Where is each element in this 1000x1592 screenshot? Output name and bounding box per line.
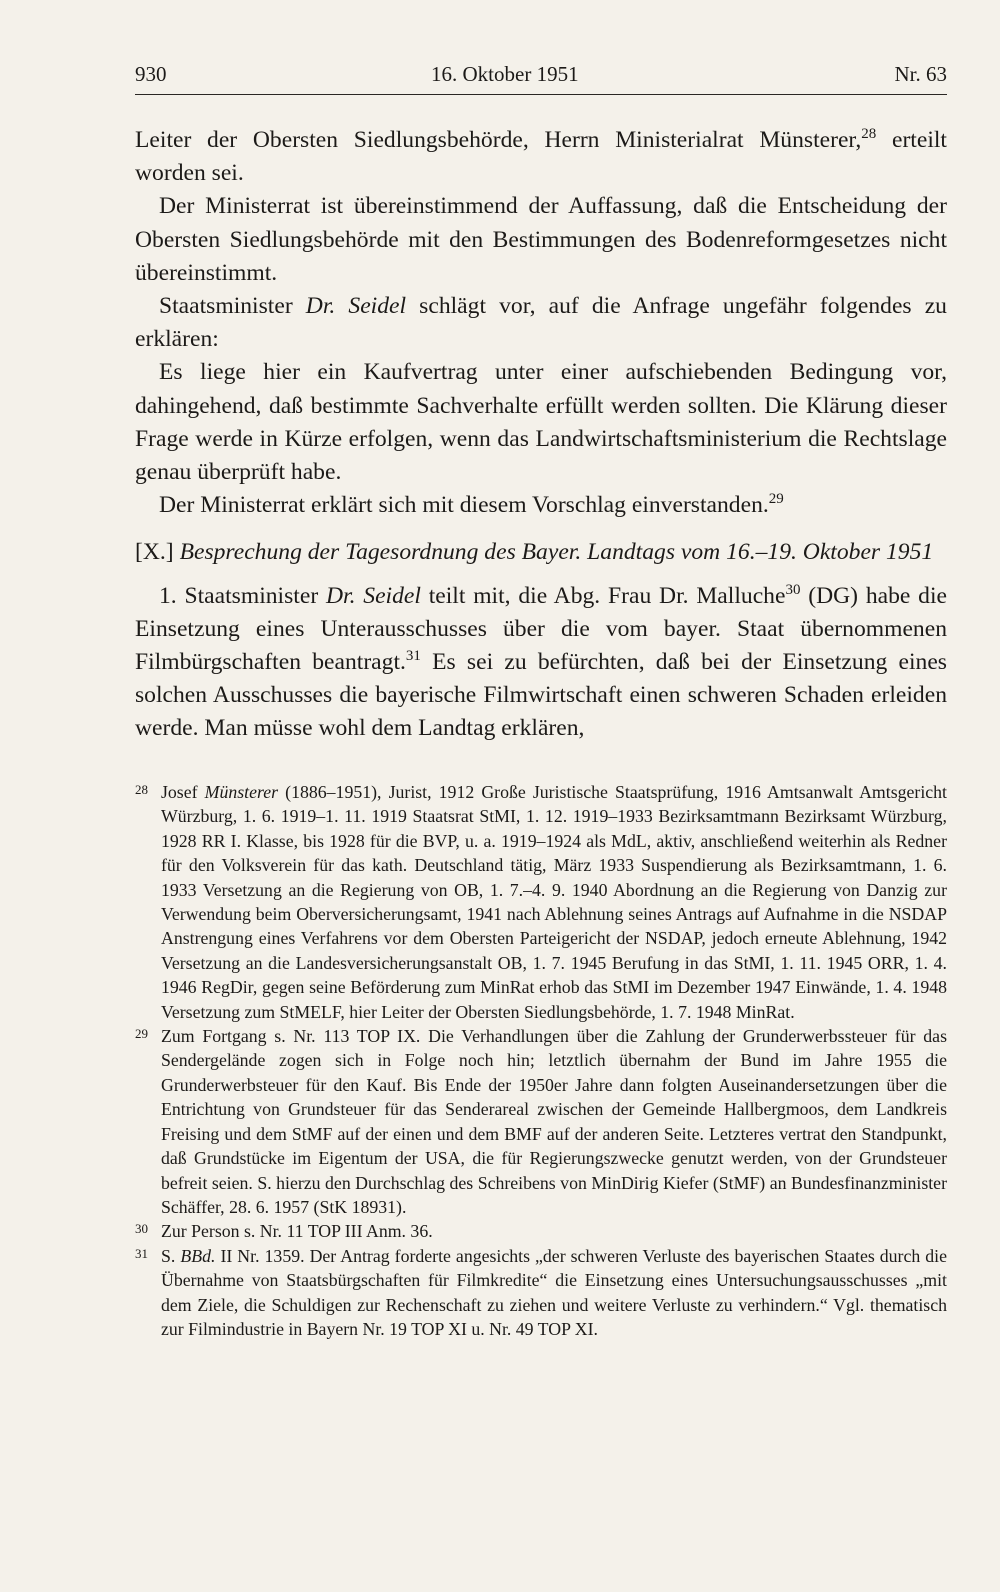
footnote-30: 30 Zur Person s. Nr. 11 TOP III Anm. 36. — [135, 1219, 947, 1243]
section-title: Besprechung der Tagesordnung des Bayer. Landtags vom 16.–19. Oktober 1951 — [179, 539, 934, 566]
footnotes — [135, 780, 947, 1341]
footnote-29: 29 Zum Fortgang s. Nr. 113 TOP IX. Die Verhandlungen über die Zahlung der Grunderwerbssteuer für das Sendergelände zogen sich in Folge noch hin; letztlich übernahm der Bund im Jahre 1955 die Grunderwerbsteuer für den Kauf. Bis Ende der 1950er Jahre dann folgten Auseinandersetzungen über die Entrichtung von Grundsteuer für das Senderareal zwischen der Gemeinde Hallbergmoos, dem Landkreis Freising und dem StMF auf der einen und dem BMF auf der anderen Seite. Letzteres vertrat den Standpunkt, daß Grundstücke im Eigentum der USA, die für Regierungszwecke genutzt werden, von der Grundsteuer befreit seien. S. hierzu den Durchschlag des Schreibens von MinDirig Kiefer (StMF) an Bundesfinanzminister Schäffer, 28. 6. 1957 (StK 18931). — [135, 1024, 947, 1219]
footnote-number: 31 — [135, 1245, 148, 1261]
section-heading — [135, 536, 947, 569]
footnote-ref-31[interactable]: 31 — [405, 648, 421, 665]
footnote-number: 30 — [135, 1221, 148, 1237]
footnote-28: 28 Josef Münsterer (1886–1951), Jurist, 1912 Große Juristische Staatsprüfung, 1916 Amtsanwalt Amtsgericht Würzburg, 1. 6. 1919–1. 11. 1919 Staatsrat StMI, 1. 12. 1919–1933 Bezirksamtmann Bezirksamt Würzburg, 1928 RR I. Klasse, bis 1928 für die BVP, u. a. 1919–1924 als MdL, aktiv, anschließend weiterhin als Redner für den Volksverein für das kath. Deutschland tätig, März 1933 Suspendierung als Bezirksamtmann, 1. 6. 1933 Versetzung an die Regierung von OB, 1. 7.–4. 9. 1940 Abordnung an die Regierung von Danzig zur Verwendung beim Oberversicherungsamt, 1941 nach Ablehnung seines Antrags auf Aufnahme in die NSDAP Anstrengung eines Verfahrens vor dem Obersten Parteigericht der NSDAP, jedoch erneute Ablehnung, 1942 Versetzung an die Landesversicherungsanstalt OB, 1. 7. 1945 Berufung in das StMI, 1. 11. 1945 ORR, 1. 4. 1946 RegDir, gegen seine Beförderung zum MinRat erhob das StMI im Dezember 1947 Einwände, 1. 4. 1948 Versetzung zum StMELF, hier Leiter der Obersten Siedlungsbehörde, 1. 7. 1948 MinRat. — [135, 780, 947, 1024]
header-date: 16. Oktober 1951 — [431, 62, 579, 86]
footnote-31: 31 S. BBd. II Nr. 1359. Der Antrag forderte angesichts „der schweren Verluste des bayerischen Staates durch die Übernahme von Staatsbürgschaften für Filmkredite“ die Einsetzung eines Untersuchungsausschusses „mit dem Ziele, die Schuldigen zur Rechenschaft zu ziehen und weitere Verluste zu verhindern.“ Vgl. thematisch zur Filmindustrie in Bayern Nr. 19 TOP XI u. Nr. 49 TOP XI. — [135, 1244, 947, 1342]
footnote-number: 28 — [135, 782, 148, 797]
running-header — [135, 60, 947, 95]
footnote-ref-30[interactable]: 30 — [785, 581, 801, 598]
page-number: 930 — [135, 62, 167, 86]
footnote-ref-28[interactable]: 28 — [861, 126, 877, 142]
paragraph-4: Es liege hier ein Kaufvertrag unter einer aufschiebenden Bedingung vor, dahingehend, daß bestimmte Sachverhalte erfüllt werden sollten. Die Klärung dieser Frage werde in Kürze erfolgen, wenn das Landwirtschaftsministerium die Rechtslage genau überprüft habe. — [135, 359, 947, 486]
footnote-number: 29 — [135, 1026, 148, 1042]
section-number: [X.] — [135, 539, 180, 566]
main-text — [135, 124, 947, 746]
paragraph-6: 1. Staatsminister Dr. Seidel teilt mit, die Abg. Frau Dr. Malluche$^{30}$ (DG) habe die Einsetzung eines Unterausschusses über die vom bayer. Staat übernommenen Filmbürgschaften beantragt.$^{31}$ Es sei zu befürchten, daß bei der Einsetzung eines solchen Ausschusses die bayerische Filmwirtschaft einen schweren Schaden erleiden werde. Man müsse wohl dem Landtag erklären, — [135, 581, 947, 742]
paragraph-5: Der Ministerrat erklärt sich mit diesem Vorschlag einverstanden.$^{29}$ — [159, 491, 784, 519]
footnote-ref-29[interactable]: 29 — [768, 491, 784, 508]
paragraph-3: Staatsminister Dr. Seidel schlägt vor, auf die Anfrage ungefähr folgendes zu erklären: — [135, 293, 947, 353]
header-issue-number: Nr. 63 — [894, 62, 947, 86]
paragraph-1: Leiter der Obersten Siedlungsbehörde, Herrn Ministerialrat Münsterer,$^{28}$ erteilt worden sei. — [135, 126, 947, 187]
paragraph-2: Der Ministerrat ist übereinstimmend der Auffassung, daß die Entscheidung der Obersten Siedlungsbehörde mit den Bestimmungen des Bodenreformgesetzes nicht übereinstimmt. — [135, 193, 947, 286]
